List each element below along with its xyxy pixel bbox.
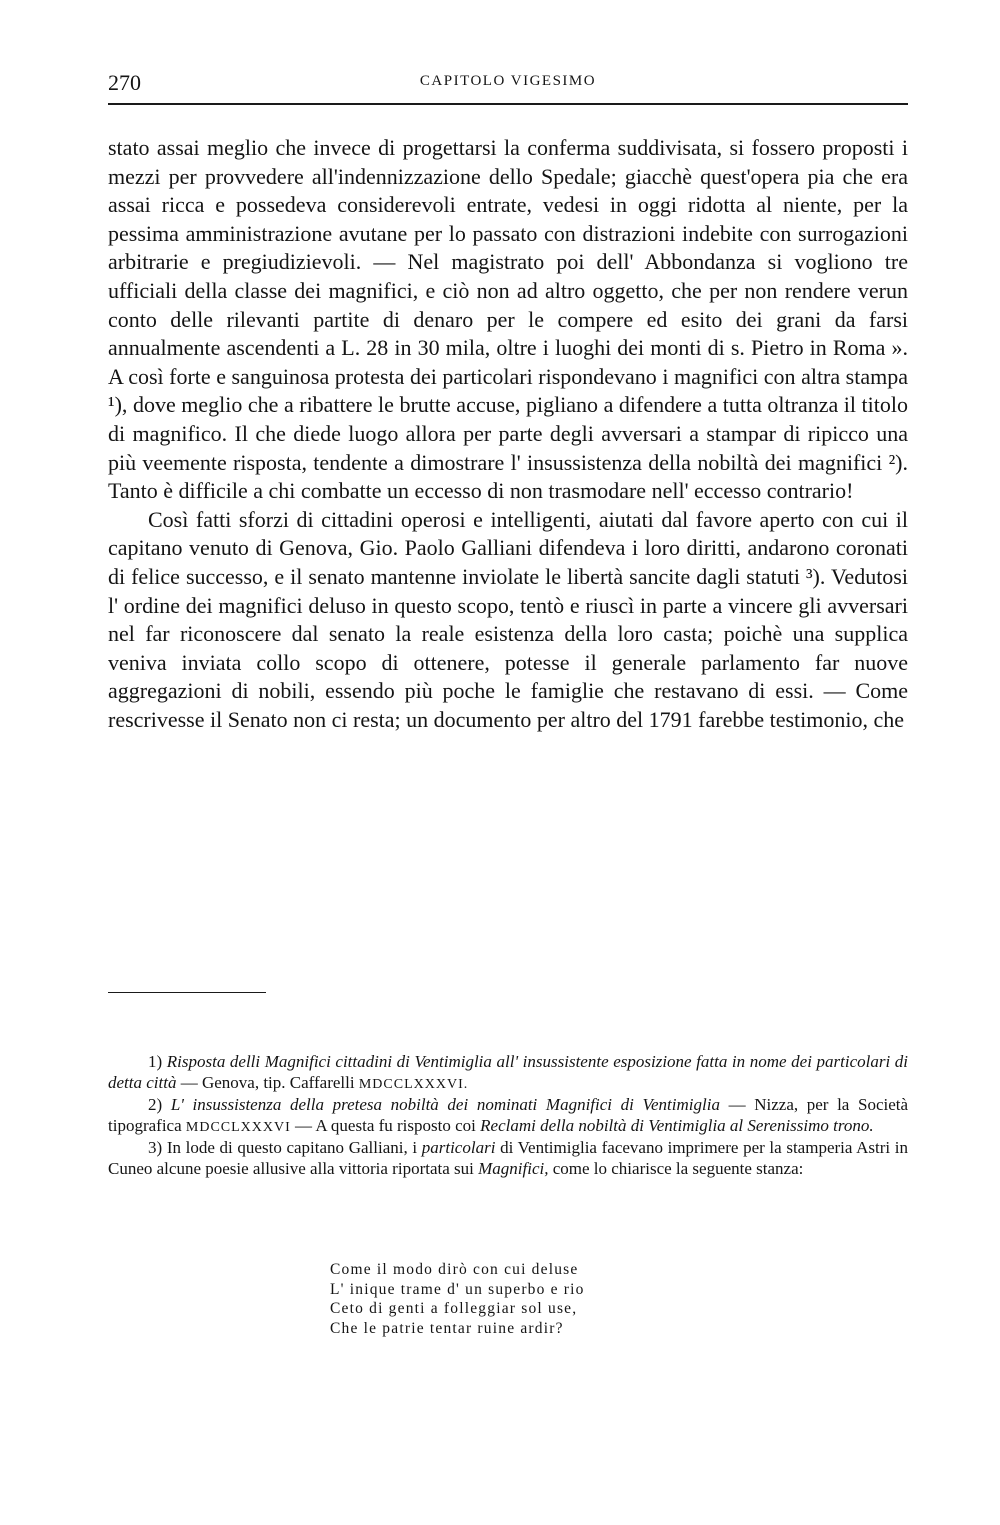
footnote-italic: Magnifici, (478, 1158, 549, 1178)
footnote-number: 1) (148, 1052, 163, 1071)
footnote-imprint: — A questa fu risposto coi (295, 1115, 476, 1135)
page-header (108, 70, 908, 100)
footnote-separator (108, 992, 266, 993)
paragraph: Così fatti sforzi di cittadini operosi e intelligenti, aiutati dal favore aperto con cui il capitano venuto di Genova, Gio. Paolo Galliani difendeva i loro diritti, andarono coronati di felice successo, e il senato mantenne inviolate le libertà sancite dagli statuti ³). Vedutosi l' ordine dei magnifici deluso in questo scopo, tentò e riuscì in parte a vincere gli avversari nel far riconoscere dal senato la reale esistenza della loro casta; poichè una supplica veniva inviata collo scopo di ottenere, potesse il generale parlamento far nuove aggregazioni di nobili, essendo più poche le famiglie che restavano di essi. — Come rescrivesse il Senato non ci resta; un documento per altro del 1791 farebbe testimonio, che (108, 506, 908, 732)
footnote-title: Risposta delli Magnifici cittadini di Ventimiglia all' insussistente esposizione fatta in nome dei particolari di detta città (108, 1052, 908, 1092)
footnotes (108, 1052, 908, 1179)
footnote-italic: particolari (421, 1138, 496, 1157)
footnote-3 (108, 1138, 908, 1179)
footnote-imprint: — Genova, tip. Caffarelli (180, 1072, 355, 1092)
verse-line: Come il modo dirò con cui deluse (330, 1261, 579, 1278)
verse-line: Ceto di genti a folleggiar sol use, (330, 1300, 578, 1317)
verse-line: Che le patrie tentar ruine ardir? (330, 1319, 564, 1337)
footnote-text: come lo chiarisce la seguente stanza: (552, 1158, 804, 1178)
footnote-2 (108, 1095, 908, 1138)
footnote-1 (108, 1052, 908, 1095)
footnote-title: L' insussistenza della pretesa nobiltà dei nominati Magnifici di Ventimiglia (170, 1095, 720, 1114)
verse-stanza (330, 1260, 585, 1338)
footnote-year: MDCCLXXXVI. (358, 1076, 469, 1092)
main-text (108, 134, 908, 734)
running-head: CAPITOLO VIGESIMO (419, 73, 597, 89)
footnote-number: 3) (148, 1138, 163, 1157)
verse-line: L' inique trame d' un superbo e rio (330, 1280, 585, 1298)
footnote-reply-title: Reclami della nobiltà di Ventimiglia al Serenissimo trono. (480, 1115, 874, 1135)
footnote-number: 2) (148, 1095, 163, 1114)
header-rule (108, 103, 908, 105)
footnote-text: di Ventimiglia facevano imprimere per la stamperia Astri in Cuneo alcune poesie allusive alla vittoria riportata sui (108, 1138, 909, 1178)
footnote-text: In lode di questo capitano Galliani, i (166, 1138, 418, 1157)
footnote-imprint: — Nizza, per la Società tipografica (108, 1095, 909, 1135)
paragraph: stato assai meglio che invece di progettarsi la conferma suddivisata, si fossero proposti i mezzi per provvedere all'indennizzazione dello Spedale; giacchè quest'opera pia che era assai ricca e possedeva considerevoli entrate, vedesi in oggi ridotta al niente, per la pessima amministrazione avutane per lo passato con distrazioni indebite con surrogazioni arbitrarie e pregiudizievoli. — Nel magistrato poi dell' Abbondanza si vogliono tre ufficiali della classe dei magnifici, e ciò non ad altro oggetto, che per non rendere verun conto delle rilevanti partite di denaro per le compere ed esito dei grani da farsi annualmente ascendenti a L. 28 in 30 mila, oltre i luoghi dei monti di s. Pietro in Roma ». A così forte e sanguinosa protesta dei particolari rispondevano i magnifici con altra stampa ¹), dove meglio che a ribattere le brutte accuse, pigliano a difendere a tutta oltranza il titolo di magnifico. Il che diede luogo allora per parte degli avversari a stampar di ripicco una più veemente risposta, tendente a dimostrare l' insussistenza della nobiltà dei magnifici ²). Tanto è difficile a chi combatte un eccesso di non trasmodare nell' eccesso contrario! (108, 135, 908, 504)
footnote-year: MDCCLXXXVI (185, 1119, 291, 1135)
page-number: 270 (108, 70, 141, 95)
